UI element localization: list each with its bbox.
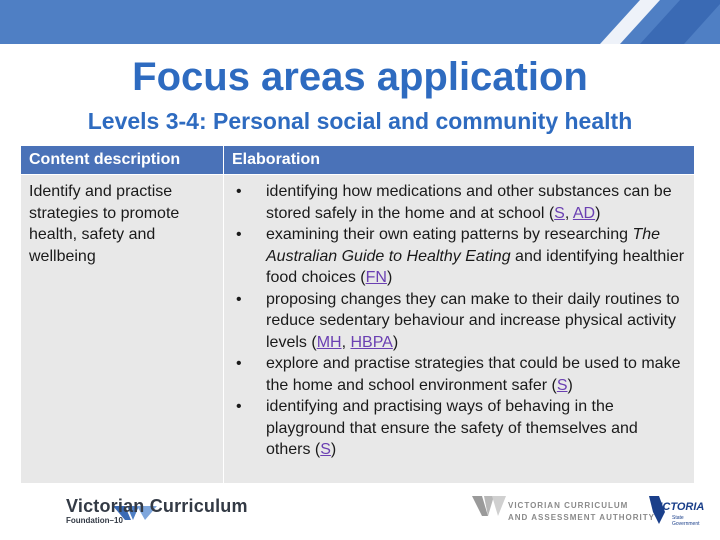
elaboration-item [258, 396, 686, 461]
elaboration-text: and identifying healthier food choices ( [266, 247, 685, 286]
elaboration-text: ) [392, 333, 399, 351]
header-elaboration: Elaboration [224, 146, 695, 175]
victoria-name: VICTORIA [652, 501, 705, 513]
elaboration-text: ) [567, 376, 573, 394]
elaboration-item [258, 289, 686, 354]
victorian-curriculum-sub: Foundation–10 [66, 516, 123, 525]
top-banner [0, 0, 720, 44]
vcaa-name [508, 500, 655, 524]
elaboration-text: ) [595, 204, 601, 222]
focus-area-code-link[interactable]: AD [572, 204, 596, 222]
page-title: Focus areas application [132, 55, 588, 99]
elaboration-text: identifying how medications and other substances can be stored safely in the home and at school ( [266, 183, 672, 222]
elaboration-text: explore and practise strategies that could be used to make the home and school environment safer ( [266, 355, 681, 394]
victoria-government [672, 515, 700, 527]
focus-area-code-link[interactable]: FN [365, 269, 387, 286]
elaboration-cell [224, 175, 695, 484]
focus-area-code-link[interactable]: S [556, 376, 568, 394]
focus-area-code-link[interactable]: S [320, 441, 331, 458]
elaboration-text: ) [386, 269, 393, 286]
focus-area-code-link[interactable]: MH [316, 333, 342, 351]
focus-area-code-link[interactable]: S [554, 204, 565, 222]
elaboration-text: identifying and practising ways of behaving in the playground that ensure the safety of themselves and others ( [266, 398, 638, 458]
elaboration-text: , [341, 333, 351, 351]
page-subtitle: Levels 3-4: Personal social and community health [87, 108, 633, 134]
table-row [21, 175, 695, 484]
elaboration-list [232, 181, 686, 461]
elaboration-text: ) [330, 441, 337, 458]
elaboration-text: examining their own eating patterns by researching [266, 226, 633, 243]
resource-title: The Australian Guide to Healthy Eating [266, 226, 661, 265]
focus-areas-table [20, 145, 695, 484]
vcaa-logo-mark [472, 494, 508, 526]
vcaa-line-1: VICTORIAN CURRICULUM [508, 501, 629, 510]
elaboration-item [258, 181, 686, 224]
table-header-row [21, 146, 695, 175]
elaboration-text: , [564, 204, 573, 222]
content-description-cell: Identify and practise strategies to promote health, safety and wellbeing [21, 175, 224, 484]
victorian-curriculum-name: Victorian Curriculum [66, 496, 248, 516]
victoria-sub-1: State [672, 515, 684, 521]
elaboration-text: proposing changes they can make to their daily routines to reduce sedentary behaviour and increase physical activity levels ( [266, 290, 680, 351]
victoria-sub-2: Government [672, 521, 700, 527]
vcaa-line-2: AND ASSESSMENT AUTHORITY [508, 513, 655, 522]
elaboration-item [258, 353, 686, 396]
elaboration-item [258, 224, 686, 289]
header-content-description: Content description [21, 146, 224, 175]
focus-area-code-link[interactable]: HBPA [350, 333, 393, 351]
